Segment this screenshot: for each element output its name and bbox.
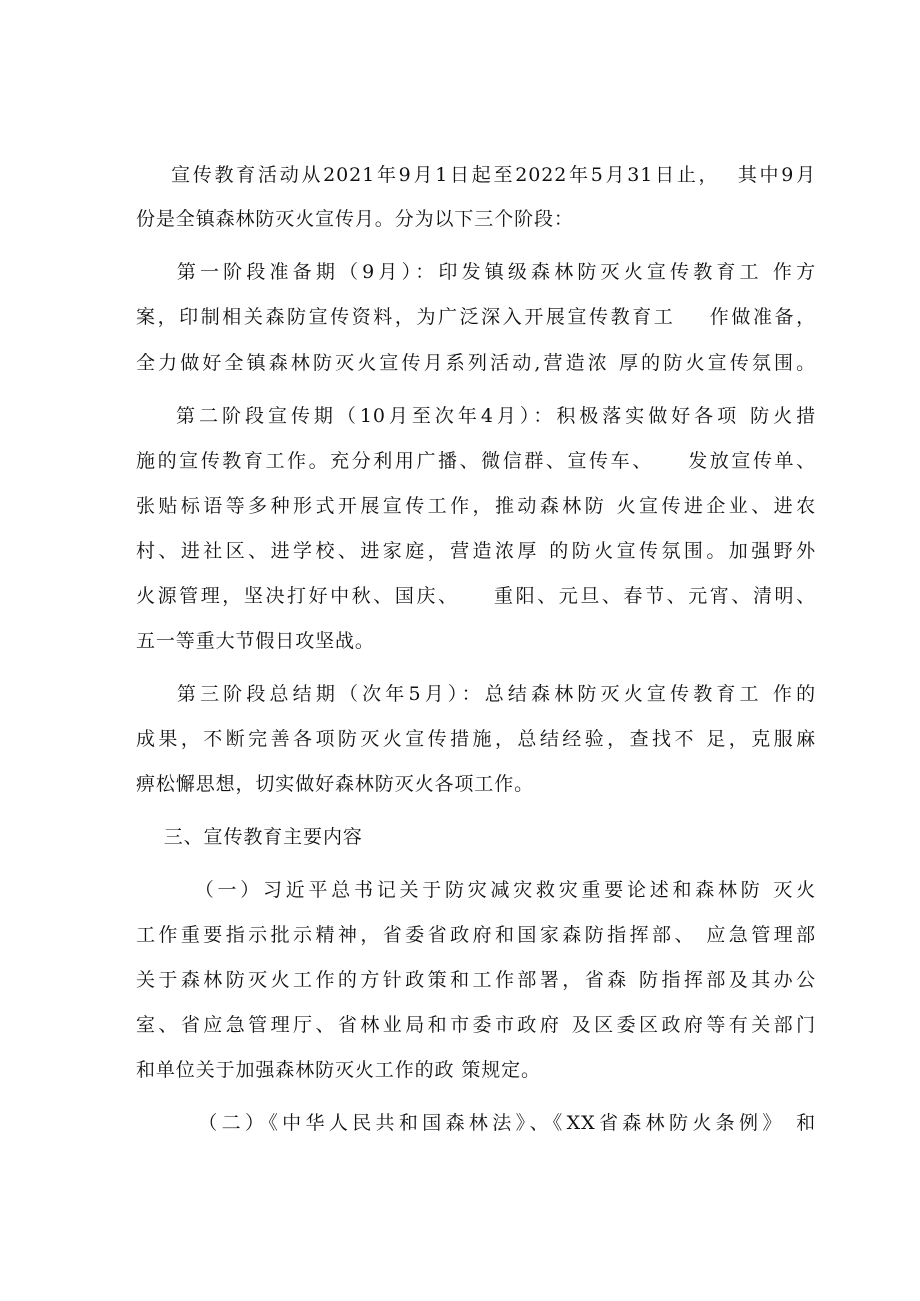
text-line: 案，印制相关森防宣传资料，为广泛深入开展宣传教育工 作做准备， xyxy=(136,306,816,328)
text-line: （二）《中华人民共和国森林法》、《XX省森林防火条例》 和 xyxy=(136,1112,816,1134)
text-line: 份是全镇森林防灭火宣传月。分为以下三个阶段： xyxy=(136,208,574,230)
text-line: 室、省应急管理厅、省林业局和市委市政府 及区委区政府等有关部门 xyxy=(136,1014,816,1036)
text-line: 工作重要指示批示精神，省委省政府和国家森防指挥部、 应急管理部 xyxy=(136,924,816,946)
text-line: 和单位关于加强森林防灭火工作的政 策规定。 xyxy=(136,1059,541,1081)
text-line: 村、进社区、进学校、进家庭，营造浓厚 的防火宣传氛围。加强野外 xyxy=(136,540,816,562)
text-line: 宣传教育活动从2021年9月1日起至2022年5月31日止， 其中9月 xyxy=(136,164,816,186)
text-line: 全力做好全镇森林防灭火宣传月系列活动,营造浓 厚的防火宣传氛围。 xyxy=(136,352,816,374)
text-line: 成果，不断完善各项防灭火宣传措施，总结经验，查找不 足，克服麻 xyxy=(136,728,816,750)
text-line: 第三阶段总结期（次年5月）：总结森林防灭火宣传教育工 作的 xyxy=(136,683,816,705)
text-line: （一）习近平总书记关于防灾减灾救灾重要论述和森林防 灭火 xyxy=(136,879,816,901)
text-line: 张贴标语等多种形式开展宣传工作，推动森林防 火宣传进企业、进农 xyxy=(136,495,816,517)
text-line: 第二阶段宣传期（10月至次年4月）：积极落实做好各项 防火措 xyxy=(136,405,816,427)
text-line: 火源管理，坚决打好中秋、国庆、 重阳、元旦、春节、元宵、清明、 xyxy=(136,585,816,607)
text-line: 关于森林防灭火工作的方针政策和工作部署，省森 防指挥部及其办公 xyxy=(136,969,816,991)
text-line: 五一等重大节假日攻坚战。 xyxy=(136,630,375,652)
text-line: 施的宣传教育工作。充分利用广播、微信群、宣传车、 发放宣传单、 xyxy=(136,450,816,472)
section-heading: 三、宣传教育主要内容 xyxy=(136,826,363,848)
text-line: 痹松懈思想，切实做好森林防灭火各项工作。 xyxy=(136,773,535,795)
text-line: 第一阶段准备期（9月）：印发镇级森林防灭火宣传教育工 作方 xyxy=(136,261,816,283)
